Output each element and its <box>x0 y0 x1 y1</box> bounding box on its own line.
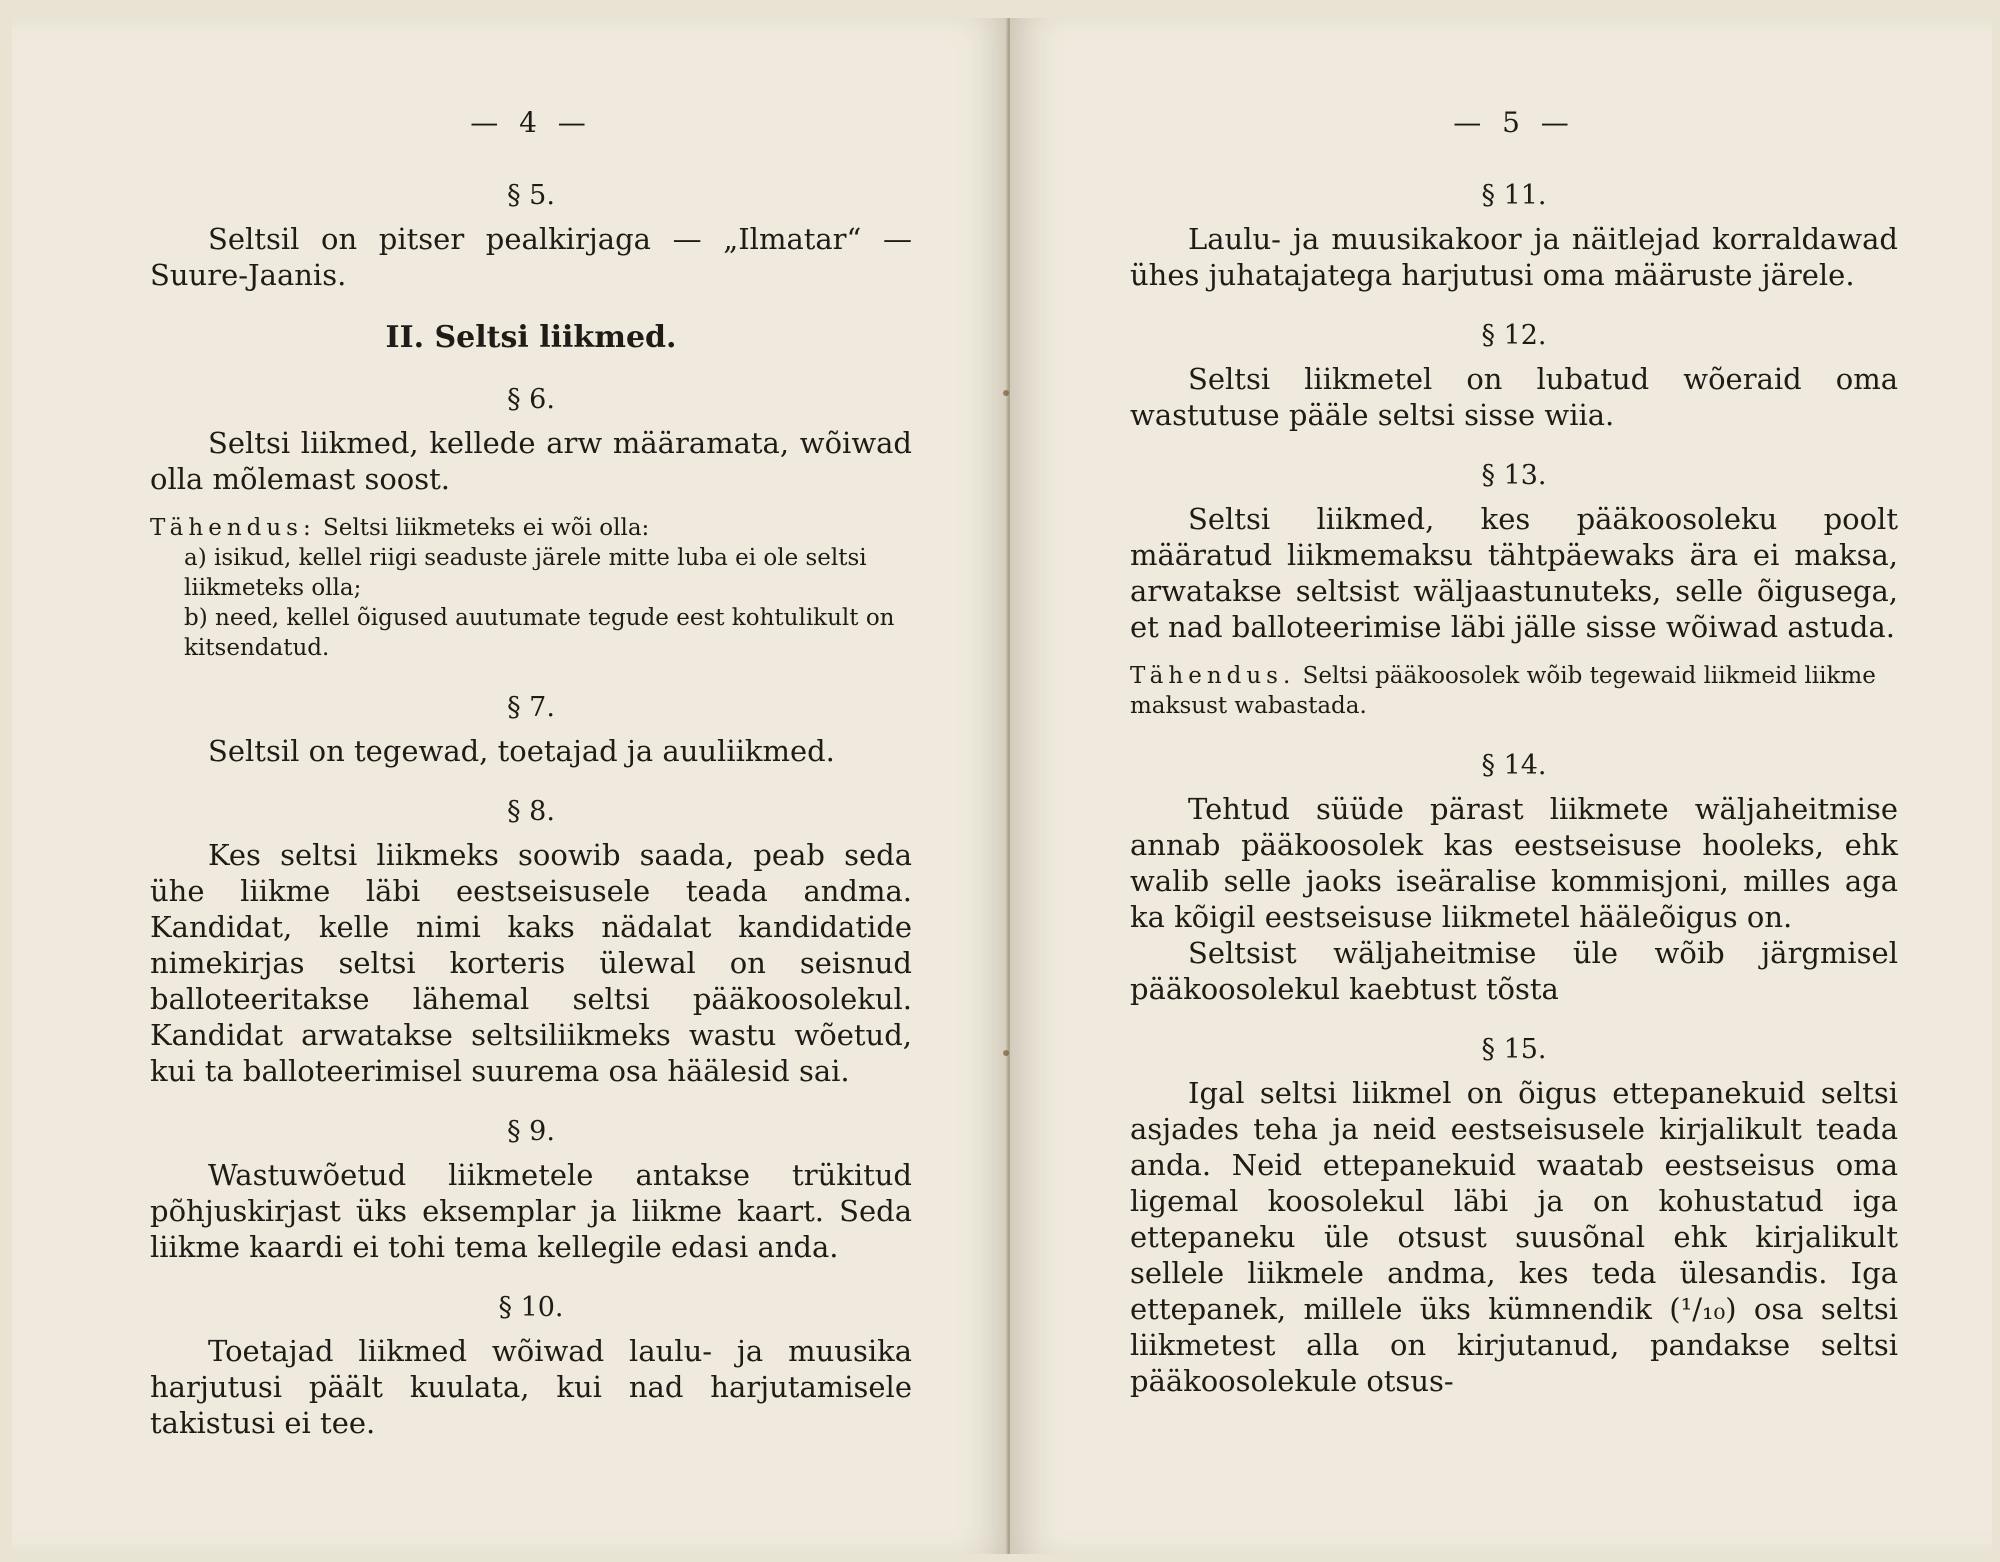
section-15-text: Igal seltsi liikmel on õigus ettepanekuid seltsi asjades teha ja neid eestseisusele kirjalikult teada anda. Neid ettepanekuid waatab eestseisus oma ligemal koosolekul läbi ja on kohustatud iga ettepaneku üle otsust suusõnal ehk kirjalikult sellele liikmele andma, kes teda ülesandis. Iga ettepanek, millele üks kümnendik (¹/₁₀) osa seltsi liikmetest alla on kirjutanud, pandakse seltsi pääkoosolekule otsus- <box>1130 1076 1898 1398</box>
section-11-heading: § 11. <box>1481 180 1547 211</box>
binding-stain <box>1003 1050 1009 1056</box>
right-page <box>1010 18 1992 1554</box>
left-page <box>12 18 1010 1554</box>
note-label: Tähendus. <box>1130 663 1296 689</box>
section-12-text: Seltsi liikmetel on lubatud wõeraid oma wastutuse pääle seltsi sisse wiia. <box>1130 362 1898 432</box>
note-intro: Seltsi liikmeteks ei wõi olla: <box>323 515 650 541</box>
section-13-text: Seltsi liikmed, kes pääkoosoleku poolt määratud liikmemaksu tähtpäewaks ära ei maksa, arwatakse seltsist wäljaastunuteks, selle õigusega, et nad balloteerimise läbi jälle sisse wõiwad astuda. <box>1130 502 1898 644</box>
section-13-heading: § 13. <box>1481 460 1547 491</box>
section-9-text: Wastuwõetud liikmetele antakse trükitud põhjuskirjast üks eksemplar ja liikme kaart. Seda liikme kaardi ei tohi tema kellegile edasi anda. <box>150 1158 912 1264</box>
section-7-heading: § 7. <box>507 692 555 723</box>
chapter-heading: II. Seltsi liikmed. <box>385 320 677 355</box>
section-9-heading: § 9. <box>507 1116 555 1147</box>
section-5-text: Seltsil on pitser pealkirjaga — „Ilmatar“ — Suure-Jaanis. <box>150 222 912 292</box>
section-14-text: Tehtud süüde pärast liikmete wäljaheitmise annab pääkoosolek kas eestseisuse hooleks, ehk walib selle jaoks iseäralise kommisjoni, milles aga ka kõigil eestseisuse liikmetel hääleõigus on. <box>1130 792 1898 934</box>
right-text-column <box>1130 106 1898 1425</box>
section-8-text: Kes seltsi liikmeks soowib saada, peab seda ühe liikme läbi eestseisusele teada andma. Kandidat, kelle nimi kaks nädalat kandidatide nimekirjas seltsi korteris ülewal on seisnud balloteeritakse lähemal seltsi pääkoosolekul. Kandidat arwatakse seltsiliikmeks wastu wõetud, kui ta balloteerimisel suurema osa häälesid sai. <box>150 838 912 1088</box>
section-5-heading: § 5. <box>507 180 555 211</box>
section-6-note <box>150 513 912 663</box>
page-number-right: — 5 — <box>1453 106 1575 139</box>
section-14-heading: § 14. <box>1481 750 1547 781</box>
section-10-text: Toetajad liikmed wõiwad laulu- ja muusika harjutusi päält kuulata, kui nad harjutamisele takistusi ei tee. <box>150 1334 912 1440</box>
note-text: Seltsi pääkoosolek wõib tegewaid liikmeid liikme maksust wabastada. <box>1130 663 1876 719</box>
section-10-heading: § 10. <box>498 1292 564 1323</box>
section-14-text-2: Seltsist wäljaheitmise üle wõib järgmisel pääkoosolekul kaebtust tõsta <box>1130 936 1898 1006</box>
section-11-text: Laulu- ja muusikakoor ja näitlejad korraldawad ühes juhatajatega harjutusi oma määruste järele. <box>1130 222 1898 292</box>
section-6-text: Seltsi liikmed, kellede arw määramata, wõiwad olla mõlemast soost. <box>150 426 912 496</box>
note-label: Tähendus: <box>150 515 316 541</box>
note-item-a: a) isikud, kellel riigi seaduste järele mitte luba ei ole seltsi liikmeteks olla; <box>184 545 867 601</box>
section-13-note <box>1130 661 1898 721</box>
section-12-heading: § 12. <box>1481 320 1547 351</box>
note-item-b: b) need, kellel õigused auutumate tegude eest kohtulikult on kitsendatud. <box>184 605 895 661</box>
section-8-heading: § 8. <box>507 796 555 827</box>
section-7-text: Seltsil on tegewad, toetajad ja auuliikmed. <box>208 734 835 768</box>
section-15-heading: § 15. <box>1481 1034 1547 1065</box>
left-text-column <box>150 106 912 1467</box>
section-6-heading: § 6. <box>507 384 555 415</box>
page-number-left: — 4 — <box>470 106 592 139</box>
binding-stain <box>1003 390 1009 396</box>
